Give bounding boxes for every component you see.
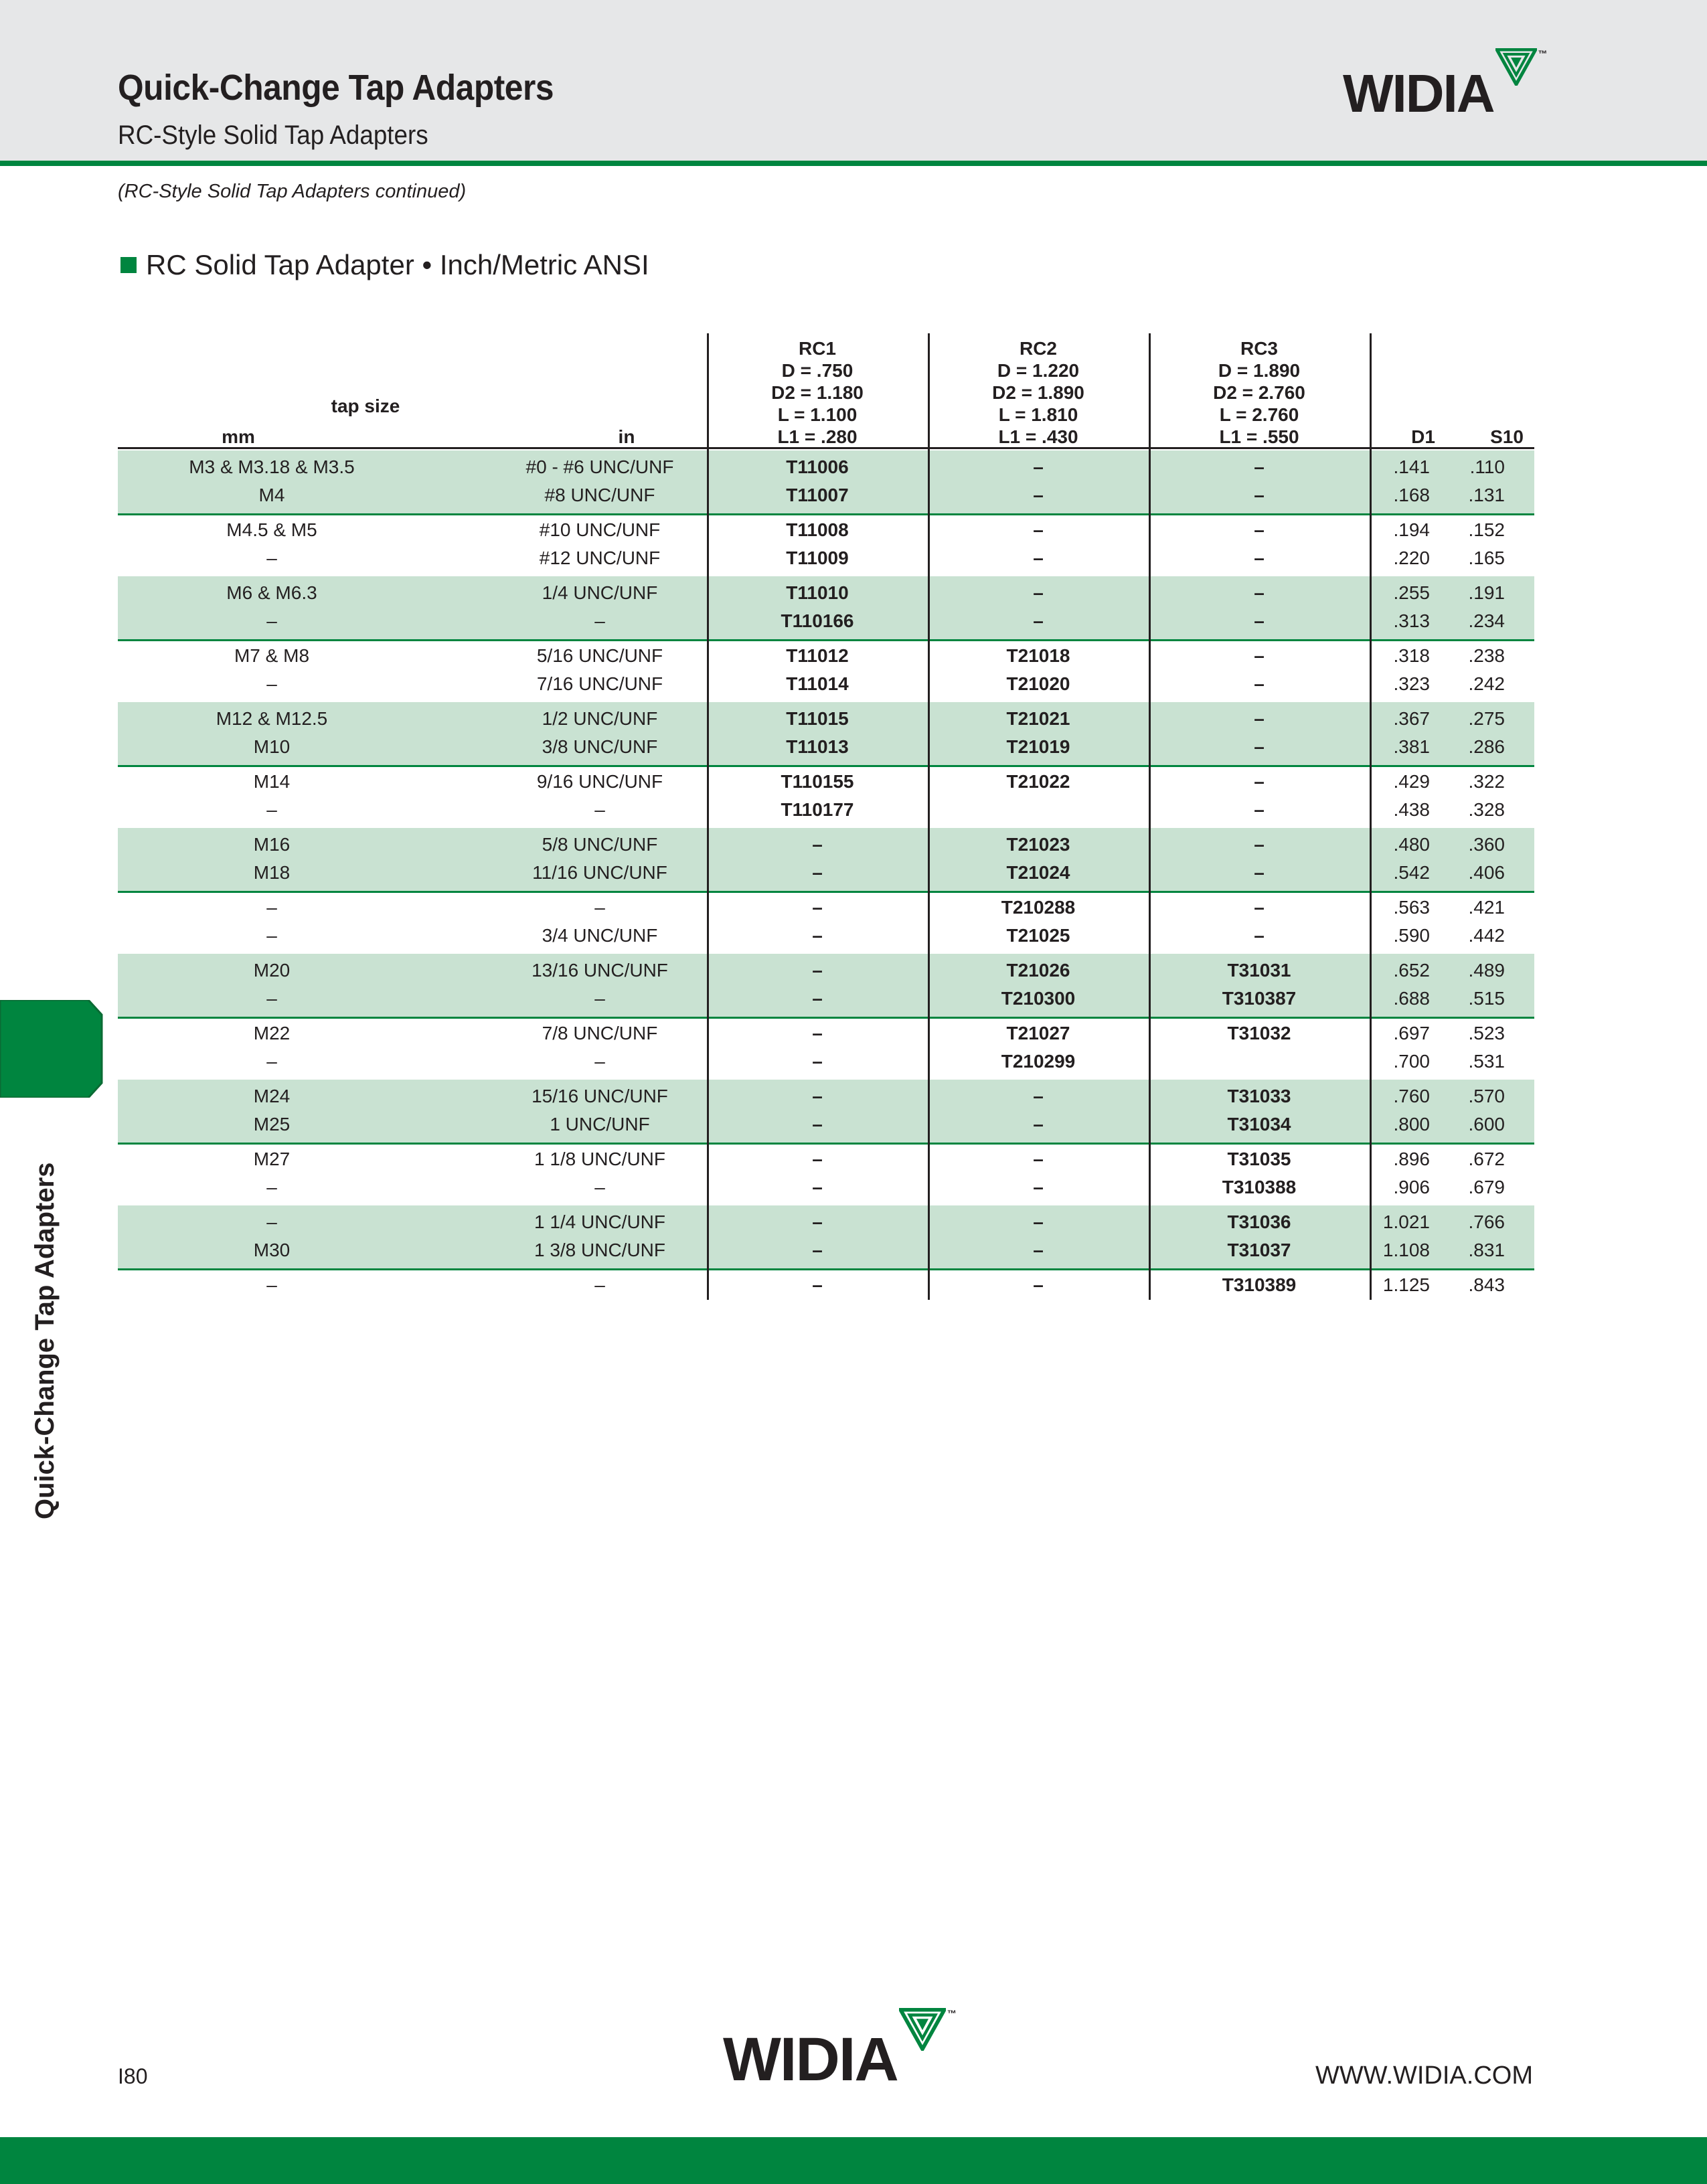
table-cell-rc1: T11009 (786, 548, 849, 568)
table-cell-rc2: – (1033, 1274, 1044, 1295)
table-cell-rc1: T11010 (786, 582, 849, 603)
table-cell-rc3: T310387 (1222, 988, 1297, 1009)
table-cell-d1: .542 (1393, 862, 1430, 883)
table-cell-s10: .421 (1468, 897, 1505, 918)
table-cell-rc2: – (1033, 1177, 1044, 1197)
table-cell-rc3: – (1254, 925, 1265, 946)
table-cell-rc1: T11014 (786, 673, 849, 694)
rc1-name: RC1 (798, 338, 836, 359)
table-cell-s10: .131 (1468, 485, 1505, 505)
table-cell-rc1: – (812, 1211, 823, 1232)
table-cell-in: – (594, 1177, 605, 1197)
row-group (118, 828, 1534, 891)
row-group (118, 954, 1534, 1017)
table-cell-s10: .831 (1468, 1240, 1505, 1260)
column-divider (707, 333, 709, 1300)
table-cell-s10: .843 (1468, 1274, 1505, 1295)
table-cell-mm: M16 (253, 834, 291, 855)
table-cell-in: 3/8 UNC/UNF (542, 736, 658, 757)
table-cell-rc1: T11013 (786, 736, 849, 757)
section-title (120, 249, 649, 281)
logo-trademark: ™ (1538, 48, 1548, 59)
table-cell-rc3: – (1254, 645, 1265, 666)
table-cell-rc1: – (812, 960, 823, 981)
table-cell-rc3: T31032 (1227, 1023, 1291, 1043)
table-cell-in: 3/4 UNC/UNF (542, 925, 658, 946)
table-cell-s10: .531 (1468, 1051, 1505, 1072)
table-cell-mm: M30 (253, 1240, 291, 1260)
table-cell-s10: .570 (1468, 1086, 1505, 1106)
table-cell-rc2: – (1033, 519, 1044, 540)
table-cell-rc1: – (812, 1177, 823, 1197)
rc1-spec-l: L = 1.100 (777, 404, 858, 425)
table-cell-rc2: T21021 (1006, 708, 1070, 729)
table-cell-in: 7/8 UNC/UNF (542, 1023, 658, 1043)
rc2-spec-d: D = 1.220 (997, 360, 1080, 381)
column-divider (1370, 333, 1372, 1300)
table-cell-s10: .191 (1468, 582, 1505, 603)
table-cell-rc1: – (812, 862, 823, 883)
tap-adapter-table (118, 333, 1534, 1295)
table-cell-rc3: T31035 (1227, 1149, 1291, 1169)
table-cell-s10: .286 (1468, 736, 1505, 757)
table-cell-s10: .672 (1468, 1149, 1505, 1169)
table-cell-rc3: – (1254, 771, 1265, 792)
table-cell-mm: – (266, 988, 277, 1009)
table-cell-mm: M20 (253, 960, 291, 981)
table-cell-d1: .429 (1393, 771, 1430, 792)
table-cell-rc1: – (812, 925, 823, 946)
table-cell-rc1: – (812, 897, 823, 918)
table-cell-rc2: T21027 (1006, 1023, 1070, 1043)
table-cell-in: 1 3/8 UNC/UNF (534, 1240, 666, 1260)
table-cell-rc2: T210300 (1001, 988, 1076, 1009)
rc3-spec-l: L = 2.760 (1219, 404, 1299, 425)
table-cell-s10: .442 (1468, 925, 1505, 946)
table-cell-s10: .600 (1468, 1114, 1505, 1135)
row-group (118, 639, 1534, 702)
rc3-spec-l1: L1 = .550 (1219, 426, 1299, 447)
table-cell-rc2: T21023 (1006, 834, 1070, 855)
table-cell-rc3: T31031 (1227, 960, 1291, 981)
table-cell-rc2: T21018 (1006, 645, 1070, 666)
table-cell-d1: .141 (1393, 456, 1430, 477)
table-cell-rc3: – (1254, 582, 1265, 603)
d1-header: D1 (1411, 426, 1435, 447)
table-cell-d1: .700 (1393, 1051, 1430, 1072)
page-number: I80 (118, 2064, 148, 2088)
table-cell-in: #10 UNC/UNF (539, 519, 661, 540)
row-group (118, 1205, 1534, 1268)
table-cell-rc2: – (1033, 1114, 1044, 1135)
rc2-header (928, 337, 1149, 448)
table-cell-s10: .406 (1468, 862, 1505, 883)
table-cell-in: – (594, 1051, 605, 1072)
table-cell-mm: M22 (253, 1023, 291, 1043)
table-cell-rc3: – (1254, 834, 1265, 855)
table-cell-rc2: – (1033, 548, 1044, 568)
footer-widia-logo (723, 2008, 957, 2099)
table-cell-d1: .480 (1393, 834, 1430, 855)
table-cell-mm: – (266, 799, 277, 820)
table-cell-rc1: – (812, 988, 823, 1009)
rc1-spec-d: D = .750 (781, 360, 854, 381)
table-cell-s10: .328 (1468, 799, 1505, 820)
table-cell-s10: .766 (1468, 1211, 1505, 1232)
table-cell-mm: – (266, 897, 277, 918)
table-cell-in: #0 - #6 UNC/UNF (525, 456, 674, 477)
widia-triangle-icon (1495, 48, 1537, 86)
row-group (118, 1080, 1534, 1143)
table-cell-s10: .165 (1468, 548, 1505, 568)
table-cell-s10: .322 (1468, 771, 1505, 792)
table-cell-rc2: T21026 (1006, 960, 1070, 981)
table-cell-mm: M10 (253, 736, 291, 757)
table-cell-d1: .381 (1393, 736, 1430, 757)
table-cell-d1: .168 (1393, 485, 1430, 505)
table-cell-rc2: – (1033, 1149, 1044, 1169)
table-header (118, 333, 1534, 447)
table-cell-s10: .152 (1468, 519, 1505, 540)
table-cell-rc2: – (1033, 1211, 1044, 1232)
table-cell-rc2: T21022 (1006, 771, 1070, 792)
table-cell-rc1: – (812, 1086, 823, 1106)
rc3-name: RC3 (1240, 338, 1278, 359)
table-cell-rc3: – (1254, 456, 1265, 477)
table-cell-rc1: T11007 (786, 485, 849, 505)
table-cell-in: 1 1/8 UNC/UNF (534, 1149, 666, 1169)
rc2-name: RC2 (1019, 338, 1057, 359)
section-title-text: RC Solid Tap Adapter • Inch/Metric ANSI (146, 249, 649, 280)
row-group (118, 1268, 1534, 1331)
table-cell-rc3: T31037 (1227, 1240, 1291, 1260)
footer-widia-triangle-icon (899, 2008, 946, 2051)
table-cell-in: 13/16 UNC/UNF (532, 960, 668, 981)
table-cell-d1: .688 (1393, 988, 1430, 1009)
table-cell-rc2: T21025 (1006, 925, 1070, 946)
page-subtitle: RC-Style Solid Tap Adapters (118, 120, 428, 150)
table-cell-rc2: – (1033, 1086, 1044, 1106)
side-section-label: Quick-Change Tap Adapters (30, 1162, 60, 1519)
table-cell-rc2: T210288 (1001, 897, 1076, 918)
table-cell-mm: – (266, 925, 277, 946)
table-cell-d1: .590 (1393, 925, 1430, 946)
tap-size-header: tap size (331, 396, 400, 416)
table-cell-mm: M3 & M3.18 & M3.5 (189, 456, 355, 477)
table-cell-s10: .234 (1468, 610, 1505, 631)
table-cell-s10: .360 (1468, 834, 1505, 855)
row-group (118, 891, 1534, 954)
table-cell-in: – (594, 988, 605, 1009)
table-cell-mm: M4 (258, 485, 285, 505)
table-cell-s10: .242 (1468, 673, 1505, 694)
rc3-spec-d2: D2 = 2.760 (1213, 382, 1305, 403)
table-cell-mm: M24 (253, 1086, 291, 1106)
table-cell-rc1: T11008 (786, 519, 849, 540)
table-cell-mm: M18 (253, 862, 291, 883)
header-rule (0, 161, 1707, 166)
table-cell-rc1: – (812, 834, 823, 855)
table-cell-in: 9/16 UNC/UNF (536, 771, 663, 792)
table-cell-mm: M4.5 & M5 (226, 519, 317, 540)
table-cell-d1: .194 (1393, 519, 1430, 540)
table-cell-rc3: T31033 (1227, 1086, 1291, 1106)
table-cell-mm: M7 & M8 (234, 645, 310, 666)
rc2-spec-d2: D2 = 1.890 (992, 382, 1084, 403)
table-cell-rc1: – (812, 1114, 823, 1135)
table-cell-rc3: – (1254, 673, 1265, 694)
rc2-spec-l: L = 1.810 (998, 404, 1078, 425)
table-cell-in: – (594, 799, 605, 820)
table-cell-d1: .255 (1393, 582, 1430, 603)
table-cell-d1: .896 (1393, 1149, 1430, 1169)
rc1-spec-l1: L1 = .280 (777, 426, 858, 447)
table-cell-d1: .800 (1393, 1114, 1430, 1135)
table-cell-rc3: T31034 (1227, 1114, 1291, 1135)
table-cell-rc2: – (1033, 1240, 1044, 1260)
side-section-tab (0, 1000, 104, 1098)
table-cell-rc1: – (812, 1051, 823, 1072)
table-cell-rc1: – (812, 1149, 823, 1169)
table-cell-rc3: T31036 (1227, 1211, 1291, 1232)
rc1-spec-d2: D2 = 1.180 (771, 382, 864, 403)
table-cell-rc3: – (1254, 485, 1265, 505)
table-cell-mm: – (266, 548, 277, 568)
table-cell-rc3: – (1254, 897, 1265, 918)
header-rule-line (118, 447, 1534, 449)
continued-note: (RC-Style Solid Tap Adapters continued) (118, 181, 467, 202)
table-cell-s10: .275 (1468, 708, 1505, 729)
in-header: in (618, 426, 635, 447)
table-cell-rc1: T11006 (786, 456, 849, 477)
rc3-spec-d: D = 1.890 (1218, 360, 1301, 381)
table-cell-rc1: – (812, 1274, 823, 1295)
widia-logo (1343, 48, 1548, 127)
table-cell-in: – (594, 897, 605, 918)
row-group (118, 1017, 1534, 1080)
table-cell-rc3: – (1254, 862, 1265, 883)
table-cell-rc2: T21024 (1006, 862, 1070, 883)
table-cell-d1: .220 (1393, 548, 1430, 568)
footer-band (0, 2137, 1707, 2184)
table-cell-in: 11/16 UNC/UNF (532, 862, 667, 883)
table-cell-rc2: – (1033, 485, 1044, 505)
website-url[interactable]: WWW.WIDIA.COM (1315, 2062, 1533, 2090)
table-cell-in: 7/16 UNC/UNF (536, 673, 663, 694)
table-cell-s10: .238 (1468, 645, 1505, 666)
row-group (118, 576, 1534, 639)
table-cell-in: – (594, 1274, 605, 1295)
table-cell-d1: .563 (1393, 897, 1430, 918)
table-cell-in: 1 UNC/UNF (550, 1114, 650, 1135)
table-cell-in: 1/4 UNC/UNF (542, 582, 658, 603)
table-cell-rc1: T110166 (781, 610, 854, 631)
row-group (118, 1143, 1534, 1205)
table-cell-d1: 1.021 (1382, 1211, 1430, 1232)
table-cell-mm: – (266, 673, 277, 694)
column-divider (1149, 333, 1151, 1300)
table-cell-d1: .760 (1393, 1086, 1430, 1106)
table-cell-mm: – (266, 1177, 277, 1197)
rc1-header (707, 337, 928, 448)
table-cell-s10: .515 (1468, 988, 1505, 1009)
table-cell-d1: 1.125 (1382, 1274, 1430, 1295)
table-cell-rc3: – (1254, 548, 1265, 568)
table-cell-in: 1/2 UNC/UNF (542, 708, 658, 729)
section-bullet-icon (120, 257, 137, 273)
table-cell-in: 1 1/4 UNC/UNF (534, 1211, 666, 1232)
table-cell-rc3: – (1254, 519, 1265, 540)
s10-header: S10 (1490, 426, 1524, 447)
table-cell-mm: – (266, 610, 277, 631)
table-cell-mm: M6 & M6.3 (226, 582, 317, 603)
table-cell-rc3: – (1254, 799, 1265, 820)
table-cell-in: 15/16 UNC/UNF (532, 1086, 668, 1106)
table-cell-mm: M27 (253, 1149, 291, 1169)
table-cell-mm: M12 & M12.5 (216, 708, 328, 729)
table-cell-rc1: – (812, 1023, 823, 1043)
table-cell-rc2: T21019 (1006, 736, 1070, 757)
table-cell-mm: M25 (253, 1114, 291, 1135)
table-cell-mm: – (266, 1051, 277, 1072)
footer-logo-wordmark: WIDIA (723, 2025, 898, 2094)
table-cell-d1: .697 (1393, 1023, 1430, 1043)
table-cell-d1: .438 (1393, 799, 1430, 820)
rc2-spec-l1: L1 = .430 (998, 426, 1078, 447)
footer-logo-trademark: ™ (947, 2008, 957, 2019)
table-cell-rc1: – (812, 1240, 823, 1260)
table-cell-s10: .523 (1468, 1023, 1505, 1043)
table-cell-in: #8 UNC/UNF (544, 485, 655, 505)
rc3-header (1149, 337, 1370, 448)
table-cell-rc3: – (1254, 736, 1265, 757)
table-cell-rc2: – (1033, 456, 1044, 477)
table-cell-rc3: – (1254, 708, 1265, 729)
table-cell-d1: .313 (1393, 610, 1430, 631)
table-cell-rc2 (928, 796, 1149, 824)
table-cell-rc2: T21020 (1006, 673, 1070, 694)
table-cell-rc2: – (1033, 582, 1044, 603)
table-cell-rc2: – (1033, 610, 1044, 631)
table-cell-d1: 1.108 (1382, 1240, 1430, 1260)
table-cell-rc3: T310389 (1222, 1274, 1297, 1295)
table-cell-mm: – (266, 1274, 277, 1295)
row-group (118, 765, 1534, 828)
table-cell-s10: .110 (1469, 456, 1505, 477)
table-cell-mm: – (266, 1211, 277, 1232)
logo-wordmark: WIDIA (1343, 64, 1494, 123)
table-cell-rc2: T210299 (1001, 1051, 1076, 1072)
table-cell-in: #12 UNC/UNF (539, 548, 661, 568)
table-cell-s10: .679 (1468, 1177, 1505, 1197)
table-cell-in: – (594, 610, 605, 631)
table-cell-d1: .906 (1393, 1177, 1430, 1197)
table-cell-d1: .367 (1393, 708, 1430, 729)
page-title: Quick-Change Tap Adapters (118, 68, 554, 108)
column-divider (928, 333, 930, 1300)
table-cell-rc3: – (1254, 610, 1265, 631)
row-group (118, 513, 1534, 576)
table-cell-d1: .652 (1393, 960, 1430, 981)
table-cell-in: 5/16 UNC/UNF (536, 645, 663, 666)
row-group (118, 450, 1534, 513)
table-cell-mm: M14 (253, 771, 291, 792)
table-cell-rc1: T11012 (786, 645, 849, 666)
table-cell-rc3: T310388 (1222, 1177, 1297, 1197)
table-cell-d1: .318 (1393, 645, 1430, 666)
table-cell-in: 5/8 UNC/UNF (542, 834, 658, 855)
row-group (118, 702, 1534, 765)
table-cell-rc1: T110177 (781, 799, 854, 820)
table-cell-rc3 (1149, 1047, 1370, 1076)
table-cell-rc1: T110155 (781, 771, 854, 792)
table-cell-d1: .323 (1393, 673, 1430, 694)
mm-header: mm (222, 426, 255, 447)
table-cell-rc1: T11015 (786, 708, 849, 729)
table-cell-s10: .489 (1468, 960, 1505, 981)
